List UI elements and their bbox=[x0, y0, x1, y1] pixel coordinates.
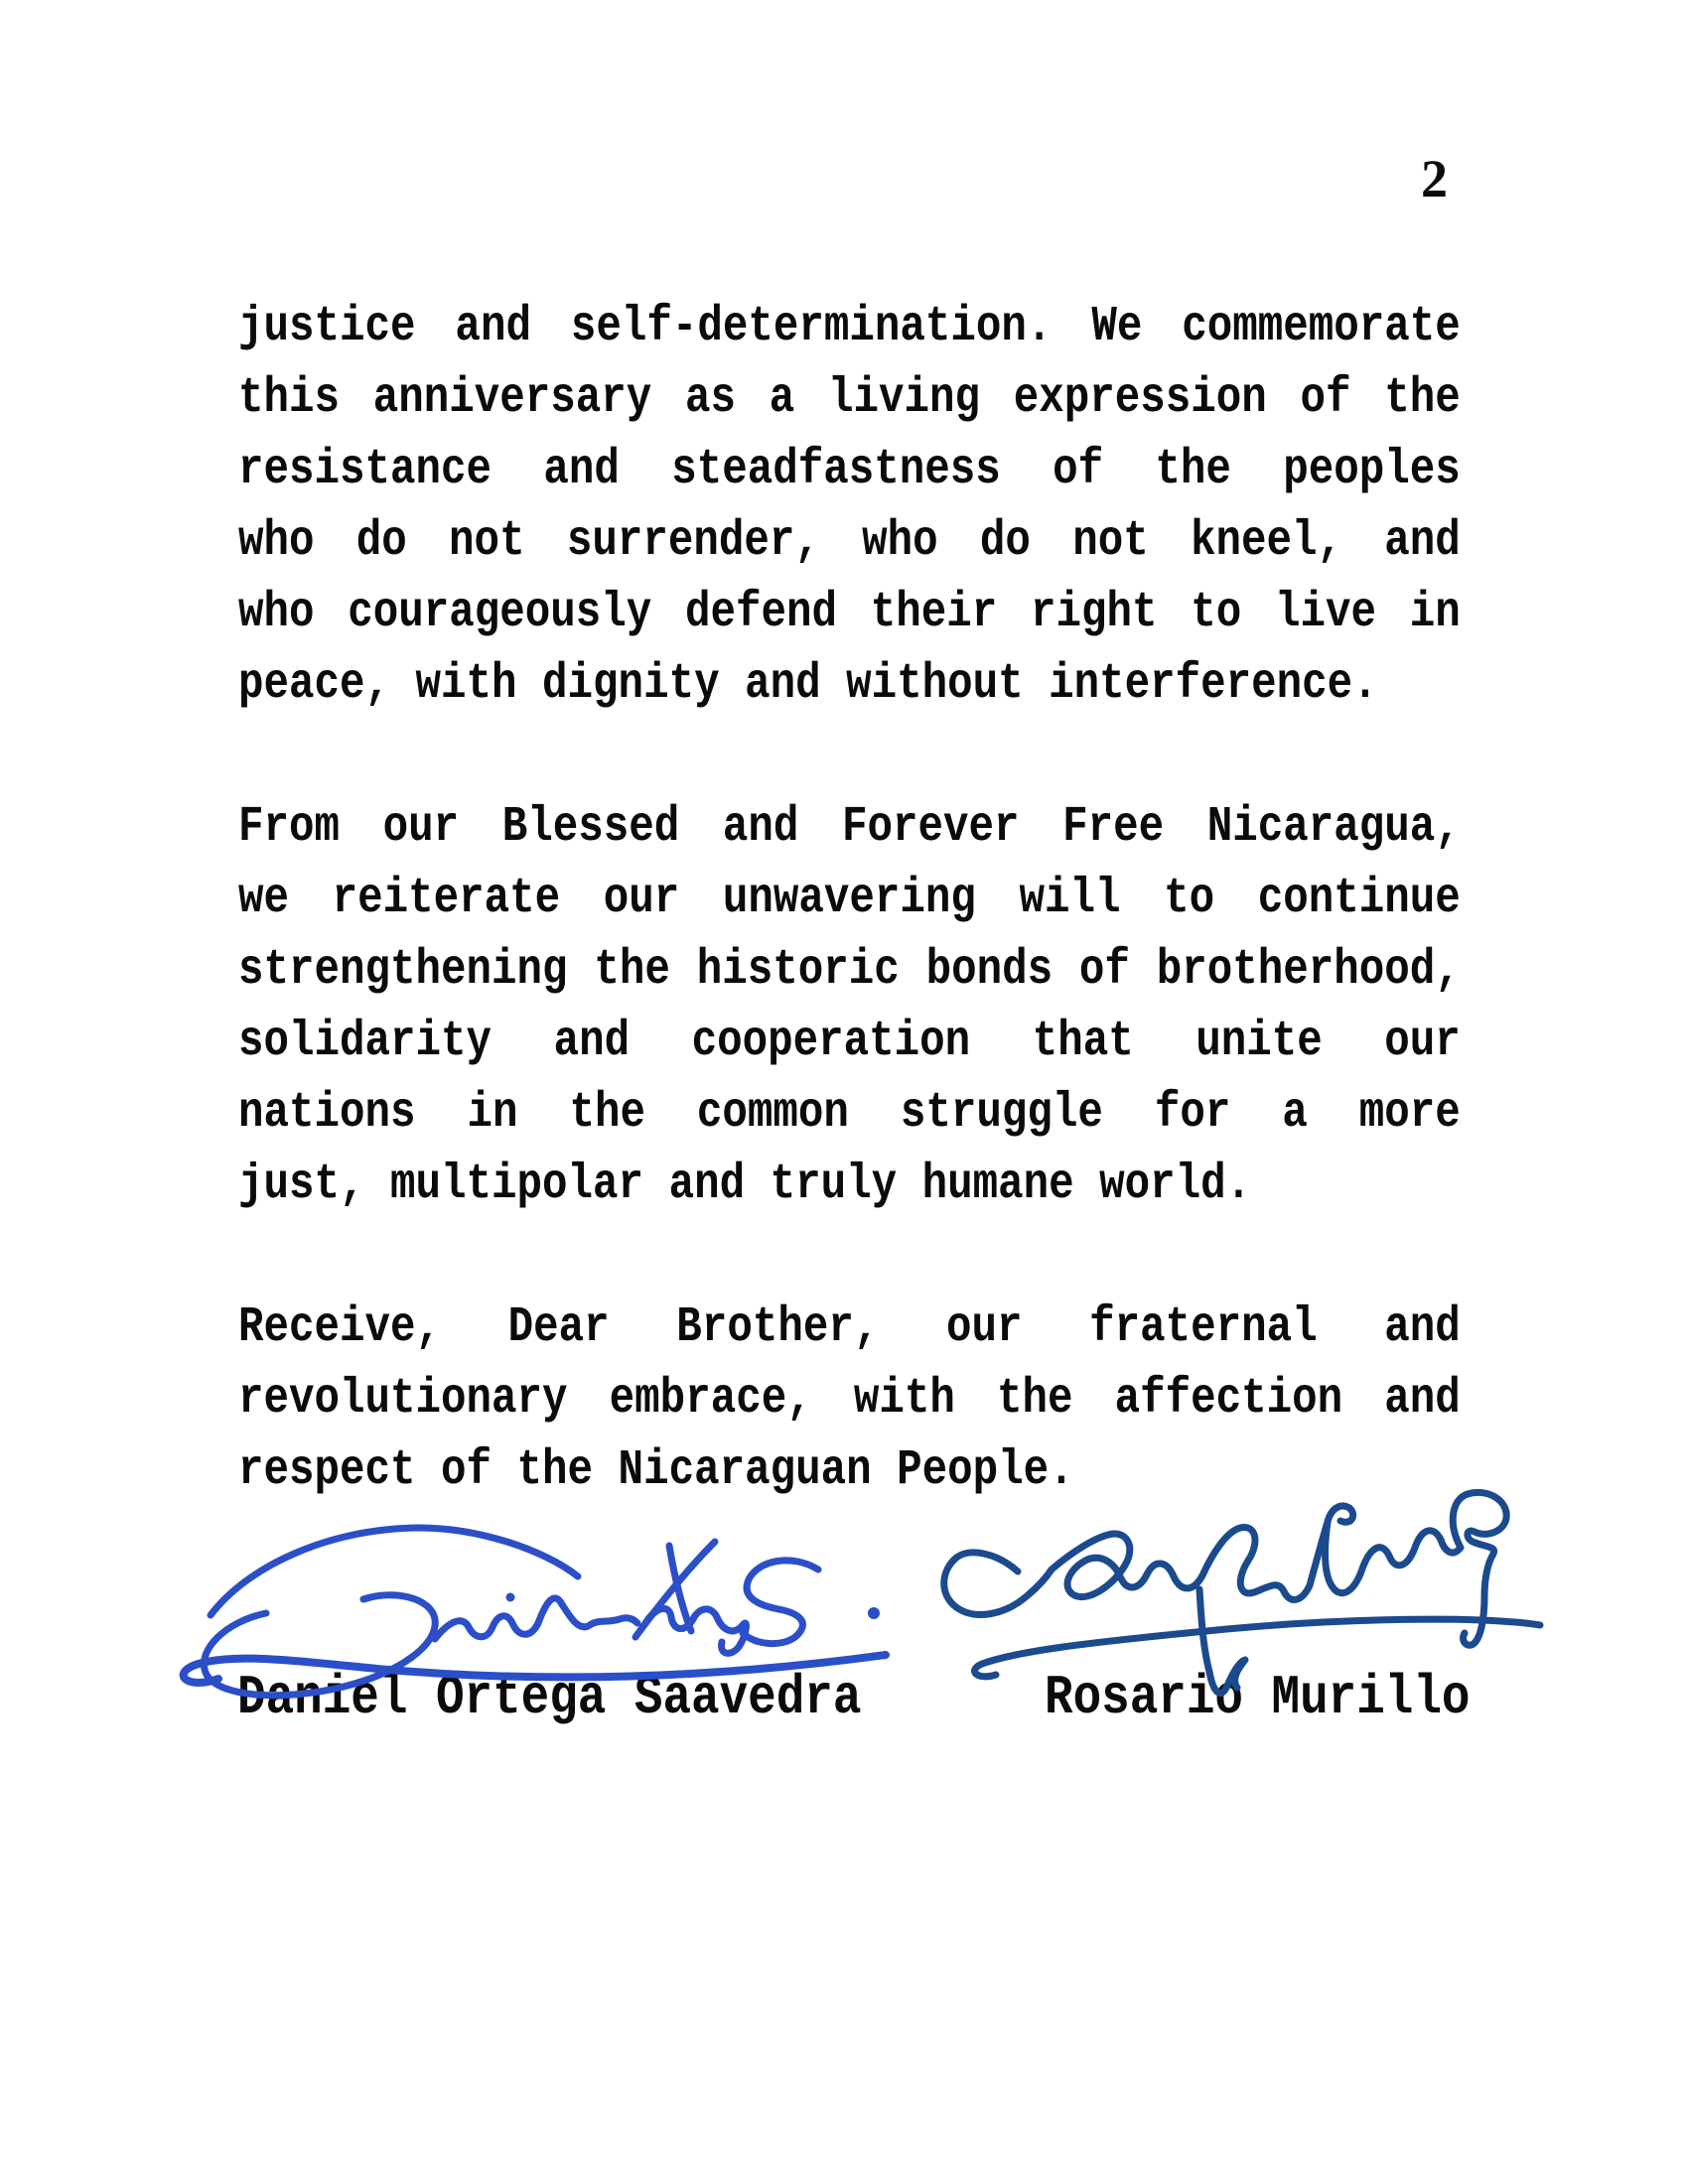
text-line: solidarity and cooperation that unite our bbox=[238, 1014, 1461, 1070]
murillo-signature bbox=[938, 1484, 1564, 1732]
text-line: revolutionary embrace, with the affection and bbox=[238, 1371, 1461, 1428]
text-line: we reiterate our unwavering will to continue bbox=[238, 871, 1461, 927]
text-line: resistance and steadfastness of the peoples bbox=[238, 442, 1461, 498]
text-line: who do not surrender, who do not kneel, and bbox=[238, 513, 1461, 570]
signatory-name-daniel-ortega: Daniel Ortega Saavedra bbox=[237, 1666, 862, 1729]
text-line: who courageously defend their right to live in bbox=[238, 585, 1461, 641]
murillo-signature-strokes bbox=[944, 1492, 1540, 1693]
text-line: nations in the common struggle for a more bbox=[238, 1085, 1461, 1142]
letter-body bbox=[238, 292, 1461, 1507]
paragraph bbox=[238, 792, 1461, 1221]
text-line: strengthening the historic bonds of brotherhood, bbox=[238, 942, 1461, 999]
text-line: respect of the Nicaraguan People. bbox=[238, 1442, 1074, 1499]
page-number: 2 bbox=[1421, 149, 1448, 208]
text-line: just, multipolar and truly humane world. bbox=[238, 1157, 1252, 1213]
text-line: From our Blessed and Forever Free Nicaragua, bbox=[238, 799, 1461, 856]
text-line: Receive, Dear Brother, our fraternal and bbox=[238, 1299, 1461, 1356]
ortega-signature-strokes bbox=[184, 1528, 886, 1696]
text-line: peace, with dignity and without interference. bbox=[238, 656, 1378, 713]
text-line: justice and self-determination. We commemorate bbox=[238, 299, 1461, 355]
paragraph bbox=[238, 1293, 1461, 1507]
text-line: this anniversary as a living expression of the bbox=[238, 370, 1461, 427]
ortega-signature bbox=[149, 1504, 943, 1703]
paragraph bbox=[238, 292, 1461, 721]
signatory-name-rosario-murillo: Rosario Murillo bbox=[1045, 1666, 1471, 1729]
